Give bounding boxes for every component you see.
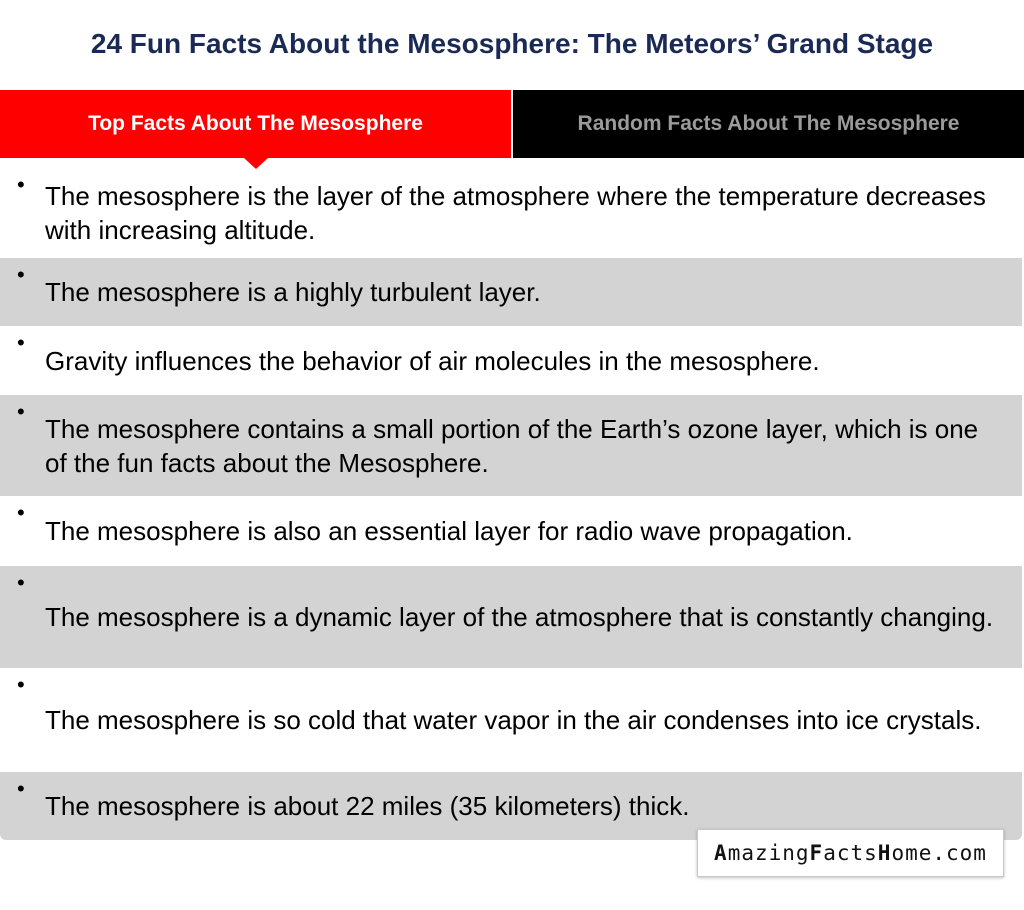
page-title: 24 Fun Facts About the Mesosphere: The Meteors’ Grand Stage (90, 28, 934, 59)
watermark-part: F (809, 841, 824, 865)
list-item (0, 395, 1022, 496)
fact-text: Gravity influences the behavior of air molecules in the mesosphere. (45, 345, 820, 376)
watermark-part: ome.com (891, 841, 987, 865)
tab-top-facts-label: Top Facts About The Mesosphere (88, 112, 423, 135)
fact-text: The mesosphere is a dynamic layer of the atmosphere that is constantly changing. (45, 602, 994, 632)
bullet: • (17, 776, 25, 801)
list-item (0, 566, 1022, 668)
fact-text: The mesosphere is so cold that water vapor in the air condenses into ice crystals. (45, 705, 982, 735)
fact-text: The mesosphere is the layer of the atmosphere where the temperature decreases with increasing altitude. (45, 181, 986, 245)
fact-text: The mesosphere is a highly turbulent layer. (45, 277, 541, 307)
fact-text: The mesosphere contains a small portion of the Earth’s ozone layer, which is one of the fun facts about the Mesosphere. (45, 413, 979, 478)
list-item (0, 258, 1022, 326)
tab-random-facts-label: Random Facts About The Mesosphere (577, 112, 960, 135)
fact-text: The mesosphere is about 22 miles (35 kilometers) thick. (45, 791, 690, 821)
watermark-part: A (714, 841, 728, 865)
bullet: • (17, 570, 25, 595)
bullet: • (17, 262, 25, 287)
watermark-part: H (877, 841, 892, 865)
list-item (0, 496, 1022, 566)
list-item (0, 168, 1022, 258)
bullet: • (17, 330, 25, 355)
tab-random-facts[interactable] (513, 90, 1024, 158)
bullet: • (17, 172, 25, 197)
watermark-part: acts (823, 841, 878, 865)
site-watermark (697, 829, 1004, 877)
tab-top-facts[interactable] (0, 90, 511, 158)
bullet: • (17, 672, 25, 697)
tab-bar (0, 90, 1024, 158)
facts-list (0, 168, 1024, 840)
fact-text: The mesosphere is also an essential layer for radio wave propagation. (45, 516, 853, 546)
list-item (0, 326, 1022, 395)
bullet: • (17, 399, 25, 424)
watermark-part: mazing (727, 841, 810, 865)
list-item (0, 668, 1022, 772)
bullet: • (17, 500, 25, 525)
